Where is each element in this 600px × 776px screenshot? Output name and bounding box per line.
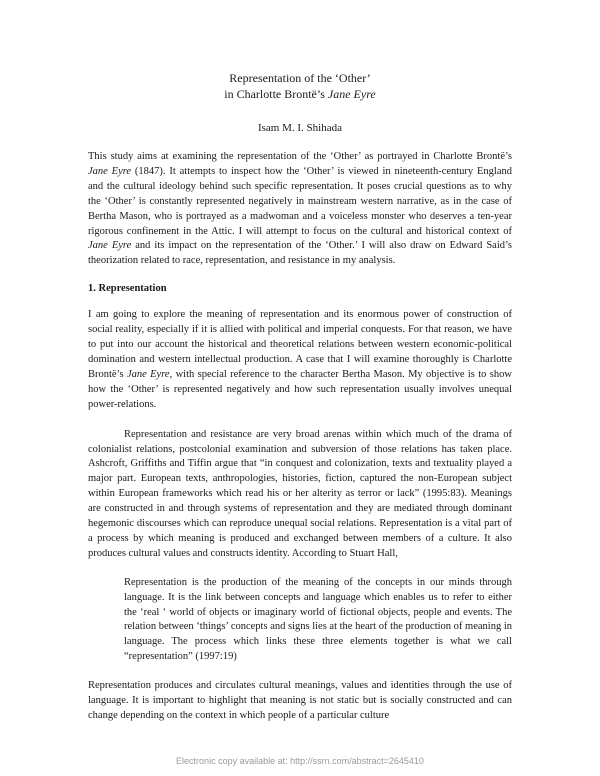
abstract-text-a: This study aims at examining the representation of the ‘Other’ as portrayed in Charlotte Brontë’s <box>88 151 512 162</box>
paper-title <box>88 70 512 102</box>
abstract-text-c: and its impact on the representation of the ‘Other.’ I will also draw on Edward Said’s theorization related to race, representation, and resistance in my analysis. <box>88 240 512 267</box>
body-paragraph-2: Representation and resistance are very broad arenas within which much of the drama of colonialist relations, postcolonial examination and subversion of those relations has taken place. Ashcroft, Griffiths and Tiffin argue that “in conquest and colonization, texts and textuality played a major part. European texts, anthropologies, histories, fiction, captured the non-European subject within European frameworks which read his or her alterity as terror or lack” (1995:83). Meanings are constructed in and through systems of representation and they are mediated through dominant hegemonic discourses which can reproduce unequal social relations. Representation is a vital part of a process by which meaning is produced and exchanged between members of a culture. It also produces cultural values and constructs identity. According to Stuart Hall, <box>88 428 512 559</box>
title-line-2-text: in Charlotte Brontë’s <box>224 87 328 101</box>
abstract-italic-2: Jane Eyre <box>88 240 132 252</box>
abstract-text-b: (1847). It attempts to inspect how the ‘Other’ is viewed in nineteenth-century England and the cultural ideology behind such specific representation. It poses crucial questions as to why the ‘Other’ is constantly represented negatively in mainstream western narrative, as in the case of Bertha Mason, who is portrayed as a madwoman and a voiceless monster who deserves a ten-year rigorous confinement in the Attic. I will attempt to focus on the cultural and historical context of <box>88 165 512 237</box>
p1-text-b: with special reference to the character Bertha Mason. My objective is to show how the ‘Other’ is represented negatively and how such representation usually involves unequal power-relations. <box>88 368 512 410</box>
title-line-1: Representation of the ‘Other’ <box>229 71 371 85</box>
ssrn-footer: Electronic copy available at: http://ssrn.com/abstract=2645410 <box>176 756 424 766</box>
title-line-2 <box>88 86 512 102</box>
abstract-paragraph <box>88 150 512 269</box>
block-quote: Representation is the production of the meaning of the concepts in our minds through language. It is the link between concepts and language which enables us to refer to either the ‘real ‘ world of objects or imaginary world of fictional objects, people and events. The relation between ‘things’ concepts and signs lies at the heart of the production of meaning in language. The process which links these three elements together is what we call “representation” (1997:19) <box>124 576 512 663</box>
author-name: Isam M. I. Shihada <box>257 122 342 134</box>
title-novel-name: Jane Eyre <box>327 87 376 101</box>
body-paragraph-1 <box>88 308 512 412</box>
abstract-italic-1: Jane Eyre <box>88 165 132 177</box>
body-paragraph-3: Representation produces and circulates cultural meanings, values and identities through the use of language. It is important to highlight that meaning is not static but is socially constructed and can change depending on the context in which people of a particular culture <box>88 680 512 721</box>
paper-page <box>88 70 512 724</box>
p1-text-a: I am going to explore the meaning of representation and its enormous power of construction of social reality, especially if it is allied with political and imperial conquests. For that reason, we have to put into our account the historical and theoretical relations between western economic-political domination and western intellectual production. A case that I will examine thoroughly is Charlotte Brontë’s <box>88 309 512 380</box>
section-heading: 1. Representation <box>88 283 167 295</box>
p1-italic: Jane Eyre, <box>126 368 173 380</box>
